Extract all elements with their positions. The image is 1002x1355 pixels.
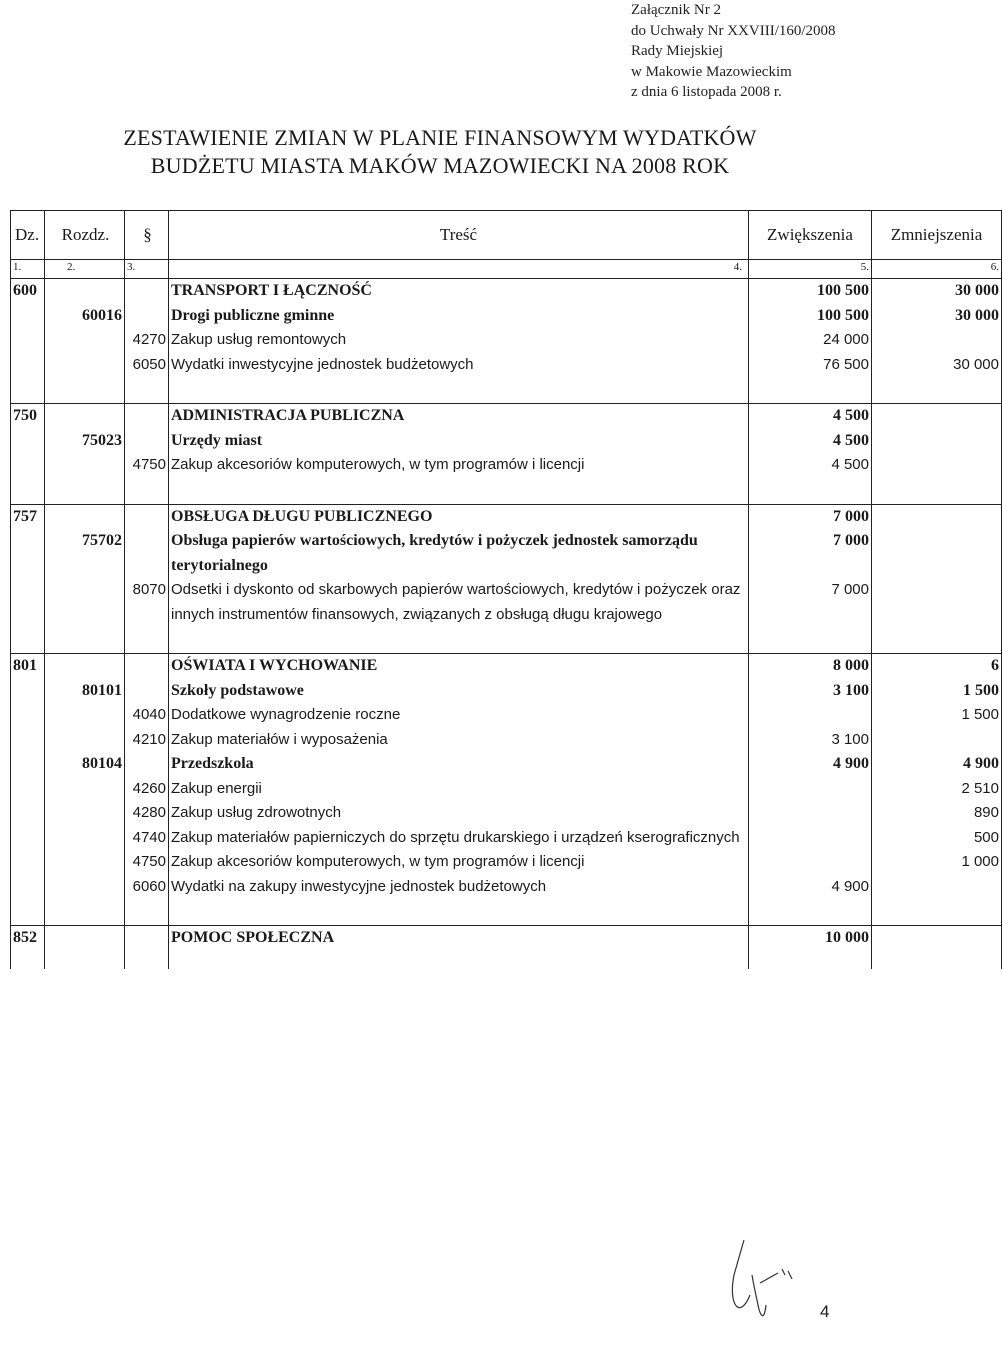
cell-paragraf: 4740 [125,826,169,851]
cell-paragraf: 4750 [125,850,169,875]
cell-paragraf: 4040 [125,703,169,728]
cell-paragraf [125,404,169,429]
cell-rozdzial [45,703,125,728]
table-row [11,429,1002,454]
cell-zwiekszenia [749,703,872,728]
budget-table [10,210,1002,969]
table-tail-row [11,951,1002,969]
cell-dzial [11,801,45,826]
cell-zwiekszenia: 4 500 [749,404,872,429]
title-line-2: BUDŻETU MIASTA MAKÓW MAZOWIECKI NA 2008 ROK [150,153,730,178]
cell-rozdzial [45,926,125,951]
table-row [11,801,1002,826]
cell-rozdzial: 80101 [45,679,125,704]
document-title [0,124,880,180]
cell-rozdzial: 75023 [45,429,125,454]
cell-zmniejszenia [872,504,1002,529]
cell-tresc: Zakup materiałów papierniczych do sprzętu drukarskiego i urządzeń kserograficznych [169,826,749,851]
table-row [11,353,1002,378]
cell-rozdzial [45,353,125,378]
cell-zwiekszenia: 4 900 [749,752,872,777]
cell-zwiekszenia [749,801,872,826]
table-row [11,703,1002,728]
cell-paragraf [125,529,169,578]
column-number-row [11,260,1002,279]
cell-rozdzial [45,850,125,875]
cell-rozdzial [45,404,125,429]
cell-zmniejszenia: 30 000 [872,279,1002,304]
cell-zmniejszenia [872,875,1002,900]
cell-zmniejszenia: 2 510 [872,777,1002,802]
cell-zmniejszenia: 4 900 [872,752,1002,777]
cell-zwiekszenia: 4 500 [749,453,872,478]
spacer-row [11,478,1002,505]
cell-rozdzial [45,279,125,304]
cell-tresc: POMOC SPOŁECZNA [169,926,749,951]
table-row [11,578,1002,627]
cell-zwiekszenia [749,777,872,802]
table-row [11,926,1002,951]
cell-zmniejszenia: 30 000 [872,304,1002,329]
table-row [11,304,1002,329]
cell-zmniejszenia: 1 500 [872,679,1002,704]
cell-zwiekszenia: 7 000 [749,529,872,578]
cell-tresc: ADMINISTRACJA PUBLICZNA [169,404,749,429]
cell-tresc: Dodatkowe wynagrodzenie roczne [169,703,749,728]
page-number: 4 [820,1302,830,1321]
table-row [11,453,1002,478]
cell-dzial: 600 [11,279,45,304]
cell-paragraf [125,279,169,304]
cell-tresc: Zakup akcesoriów komputerowych, w tym programów i licencji [169,453,749,478]
cell-paragraf: 4210 [125,728,169,753]
table-row [11,826,1002,851]
cell-rozdzial: 60016 [45,304,125,329]
header-line: w Makowie Mazowieckim [631,63,792,80]
cell-tresc: Zakup akcesoriów komputerowych, w tym programów i licencji [169,850,749,875]
cell-tresc: Wydatki na zakupy inwestycyjne jednostek budżetowych [169,875,749,900]
cell-zwiekszenia [749,850,872,875]
cell-dzial: 757 [11,504,45,529]
table-row [11,404,1002,429]
table-row [11,654,1002,679]
col-number: 5. [749,260,872,279]
cell-zmniejszenia: 1 000 [872,850,1002,875]
cell-paragraf: 6060 [125,875,169,900]
cell-rozdzial [45,826,125,851]
cell-rozdzial [45,777,125,802]
cell-tresc: Urzędy miast [169,429,749,454]
cell-dzial: 750 [11,404,45,429]
cell-rozdzial [45,578,125,627]
cell-zmniejszenia: 500 [872,826,1002,851]
col-number: 6. [872,260,1002,279]
cell-zmniejszenia [872,429,1002,454]
cell-tresc: Przedszkola [169,752,749,777]
table-row [11,728,1002,753]
col-number: 1. [11,260,45,279]
col-number: 2. [45,260,125,279]
cell-rozdzial [45,453,125,478]
cell-zwiekszenia: 4 500 [749,429,872,454]
cell-zwiekszenia: 3 100 [749,728,872,753]
col-number: 4. [169,260,749,279]
cell-dzial [11,304,45,329]
cell-zmniejszenia: 6 [872,654,1002,679]
col-header-zwiekszenia: Zwiększenia [749,211,872,260]
cell-paragraf [125,429,169,454]
spacer-row [11,899,1002,926]
cell-dzial [11,703,45,728]
spacer-row [11,627,1002,654]
table-row [11,752,1002,777]
cell-dzial [11,353,45,378]
cell-zwiekszenia: 10 000 [749,926,872,951]
cell-rozdzial [45,875,125,900]
table-row [11,504,1002,529]
cell-zmniejszenia: 1 500 [872,703,1002,728]
cell-dzial: 801 [11,654,45,679]
cell-dzial [11,578,45,627]
cell-tresc: Drogi publiczne gminne [169,304,749,329]
col-number: 3. [125,260,169,279]
cell-rozdzial [45,328,125,353]
cell-tresc: Wydatki inwestycyjne jednostek budżetowych [169,353,749,378]
cell-zmniejszenia: 890 [872,801,1002,826]
cell-tresc: OŚWIATA I WYCHOWANIE [169,654,749,679]
table-row [11,279,1002,304]
cell-dzial [11,777,45,802]
cell-paragraf [125,926,169,951]
cell-tresc: Szkoły podstawowe [169,679,749,704]
cell-zwiekszenia: 100 500 [749,279,872,304]
col-header-tresc: Treść [169,211,749,260]
cell-zmniejszenia [872,529,1002,578]
table-row [11,679,1002,704]
signature-mark [730,1235,810,1325]
cell-paragraf: 4270 [125,328,169,353]
cell-paragraf [125,304,169,329]
cell-zmniejszenia [872,328,1002,353]
cell-paragraf: 4750 [125,453,169,478]
cell-zwiekszenia: 76 500 [749,353,872,378]
cell-tresc: Obsługa papierów wartościowych, kredytów i pożyczek jednostek samorządu terytorialnego [169,529,749,578]
table-header-row [11,211,1002,260]
spacer-row [11,377,1002,404]
cell-dzial [11,529,45,578]
cell-zwiekszenia: 7 000 [749,504,872,529]
cell-zmniejszenia [872,453,1002,478]
cell-zmniejszenia [872,404,1002,429]
cell-paragraf [125,752,169,777]
cell-rozdzial [45,504,125,529]
cell-dzial [11,752,45,777]
col-header-paragraph: § [125,211,169,260]
cell-zmniejszenia: 30 000 [872,353,1002,378]
cell-paragraf [125,504,169,529]
cell-zwiekszenia: 24 000 [749,328,872,353]
table-row [11,529,1002,578]
cell-rozdzial: 80104 [45,752,125,777]
cell-rozdzial [45,801,125,826]
cell-paragraf: 8070 [125,578,169,627]
table-row [11,875,1002,900]
table-row [11,328,1002,353]
table-row [11,777,1002,802]
col-header-dz: Dz. [11,211,45,260]
cell-dzial [11,826,45,851]
cell-tresc: TRANSPORT I ŁĄCZNOŚĆ [169,279,749,304]
cell-dzial [11,453,45,478]
cell-zmniejszenia [872,578,1002,627]
header-line: Załącznik Nr 2 [631,2,721,18]
table-row [11,850,1002,875]
cell-tresc: Zakup energii [169,777,749,802]
col-header-rozdz: Rozdz. [45,211,125,260]
cell-rozdzial: 75702 [45,529,125,578]
cell-zmniejszenia [872,926,1002,951]
document-header [631,0,836,103]
cell-paragraf [125,679,169,704]
cell-tresc: Odsetki i dyskonto od skarbowych papierów wartościowych, kredytów i pożyczek oraz innych instrumentów finansowych, związanych z obsługą długu krajowego [169,578,749,627]
cell-zwiekszenia: 7 000 [749,578,872,627]
cell-paragraf: 6050 [125,353,169,378]
cell-rozdzial [45,728,125,753]
cell-dzial [11,728,45,753]
cell-rozdzial [45,654,125,679]
cell-tresc: Zakup usług remontowych [169,328,749,353]
cell-dzial [11,875,45,900]
cell-zmniejszenia [872,728,1002,753]
cell-paragraf: 4280 [125,801,169,826]
cell-tresc: Zakup usług zdrowotnych [169,801,749,826]
cell-zwiekszenia [749,826,872,851]
cell-dzial [11,850,45,875]
cell-tresc: Zakup materiałów i wyposażenia [169,728,749,753]
cell-dzial: 852 [11,926,45,951]
cell-dzial [11,328,45,353]
cell-paragraf: 4260 [125,777,169,802]
cell-zwiekszenia: 3 100 [749,679,872,704]
cell-paragraf [125,654,169,679]
cell-zwiekszenia: 4 900 [749,875,872,900]
header-line: Rady Miejskiej [631,43,724,59]
cell-zwiekszenia: 8 000 [749,654,872,679]
cell-zwiekszenia: 100 500 [749,304,872,329]
header-line: do Uchwały Nr XXVIII/160/2008 [631,22,836,39]
header-line: z dnia 6 listopada 2008 r. [631,84,782,100]
cell-dzial [11,429,45,454]
col-header-zmniejszenia: Zmniejszenia [872,211,1002,260]
cell-tresc: OBSŁUGA DŁUGU PUBLICZNEGO [169,504,749,529]
title-line-1: ZESTAWIENIE ZMIAN W PLANIE FINANSOWYM WYDATKÓW [123,125,757,150]
cell-dzial [11,679,45,704]
